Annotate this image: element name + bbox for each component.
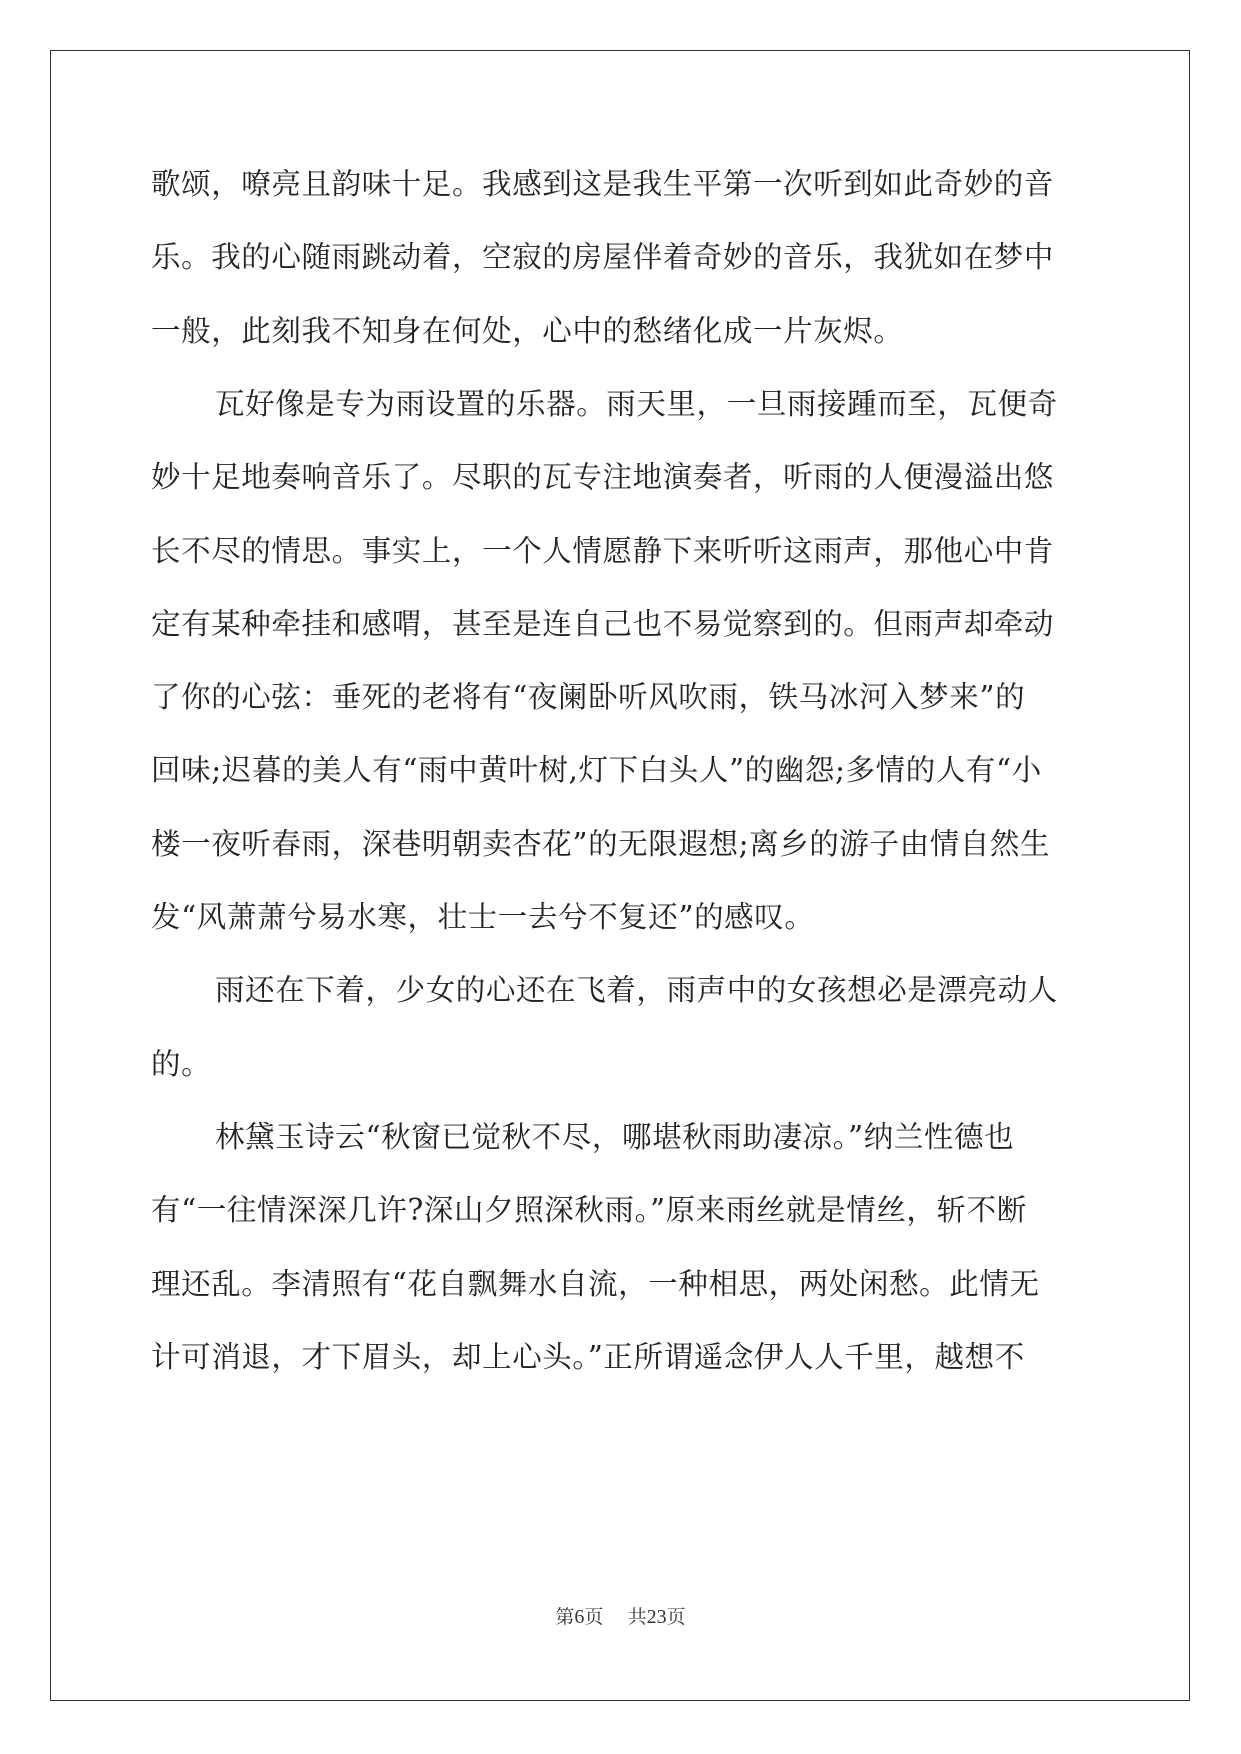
text-line: 乐。我的心随雨跳动着，空寂的房屋伴着奇妙的音乐，我犹如在梦中 [151,240,1055,275]
text-line: 长不尽的情思。事实上，一个人情愿静下来听听这雨声，那他心中肯 [151,533,1055,568]
text-line: 楼一夜听春雨，深巷明朝卖杏花”的无限遐想;离乡的游子由情自然生 [151,826,1051,861]
footer-page-suffix: 页 [584,1606,604,1628]
text-line: 有“一往情深深几许?深山夕照深秋雨。”原来雨丝就是情丝，斩不断 [151,1193,1027,1228]
footer-page-prefix: 第 [555,1606,575,1628]
text-line: 妙十足地奏响音乐了。尽职的瓦专注地演奏者，听雨的人便漫溢出悠 [151,460,1055,495]
text-line: 林黛玉诗云“秋窗已觉秋不尽，哪堪秋雨助凄凉。”纳兰性德也 [215,1119,1015,1154]
page-border [50,50,1190,1701]
text-line: 一般，此刻我不知身在何处，心中的愁绪化成一片灰烬。 [151,313,904,348]
text-line: 雨还在下着，少女的心还在飞着，雨声中的女孩想必是漂亮动人 [215,973,1058,1008]
text-line: 的。 [151,1046,212,1081]
page-footer [0,1602,1241,1629]
text-line: 计可消退，才下眉头，却上心头。”正所谓遥念伊人人千里，越想不 [151,1339,1025,1374]
text-line: 理还乱。李清照有“花自飘舞水自流，一种相思，两处闲愁。此情无 [151,1266,1040,1301]
footer-page-number: 6 [574,1606,585,1628]
text-line: 回味;迟暮的美人有“雨中黄叶树,灯下白头人”的幽怨;多情的人有“小 [151,753,1042,788]
text-line: 发“风萧萧兮易水寒，壮士一去兮不复还”的感叹。 [151,900,815,934]
footer-total-pages: 23 [646,1606,667,1628]
footer-total-suffix: 页 [666,1606,686,1628]
footer-total-prefix: 共 [627,1606,647,1628]
text-line: 定有某种牵挂和感喟，甚至是连自己也不易觉察到的。但雨声却牵动 [151,606,1055,641]
text-line: 瓦好像是专为雨设置的乐器。雨天里，一旦雨接踵而至，瓦便奇 [215,386,1058,421]
text-line: 歌颂，嘹亮且韵味十足。我感到这是我生平第一次听到如此奇妙的音 [151,167,1055,201]
text-line: 了你的心弦：垂死的老将有“夜阑卧听风吹雨，铁马冰河入梦来”的 [151,680,1026,715]
